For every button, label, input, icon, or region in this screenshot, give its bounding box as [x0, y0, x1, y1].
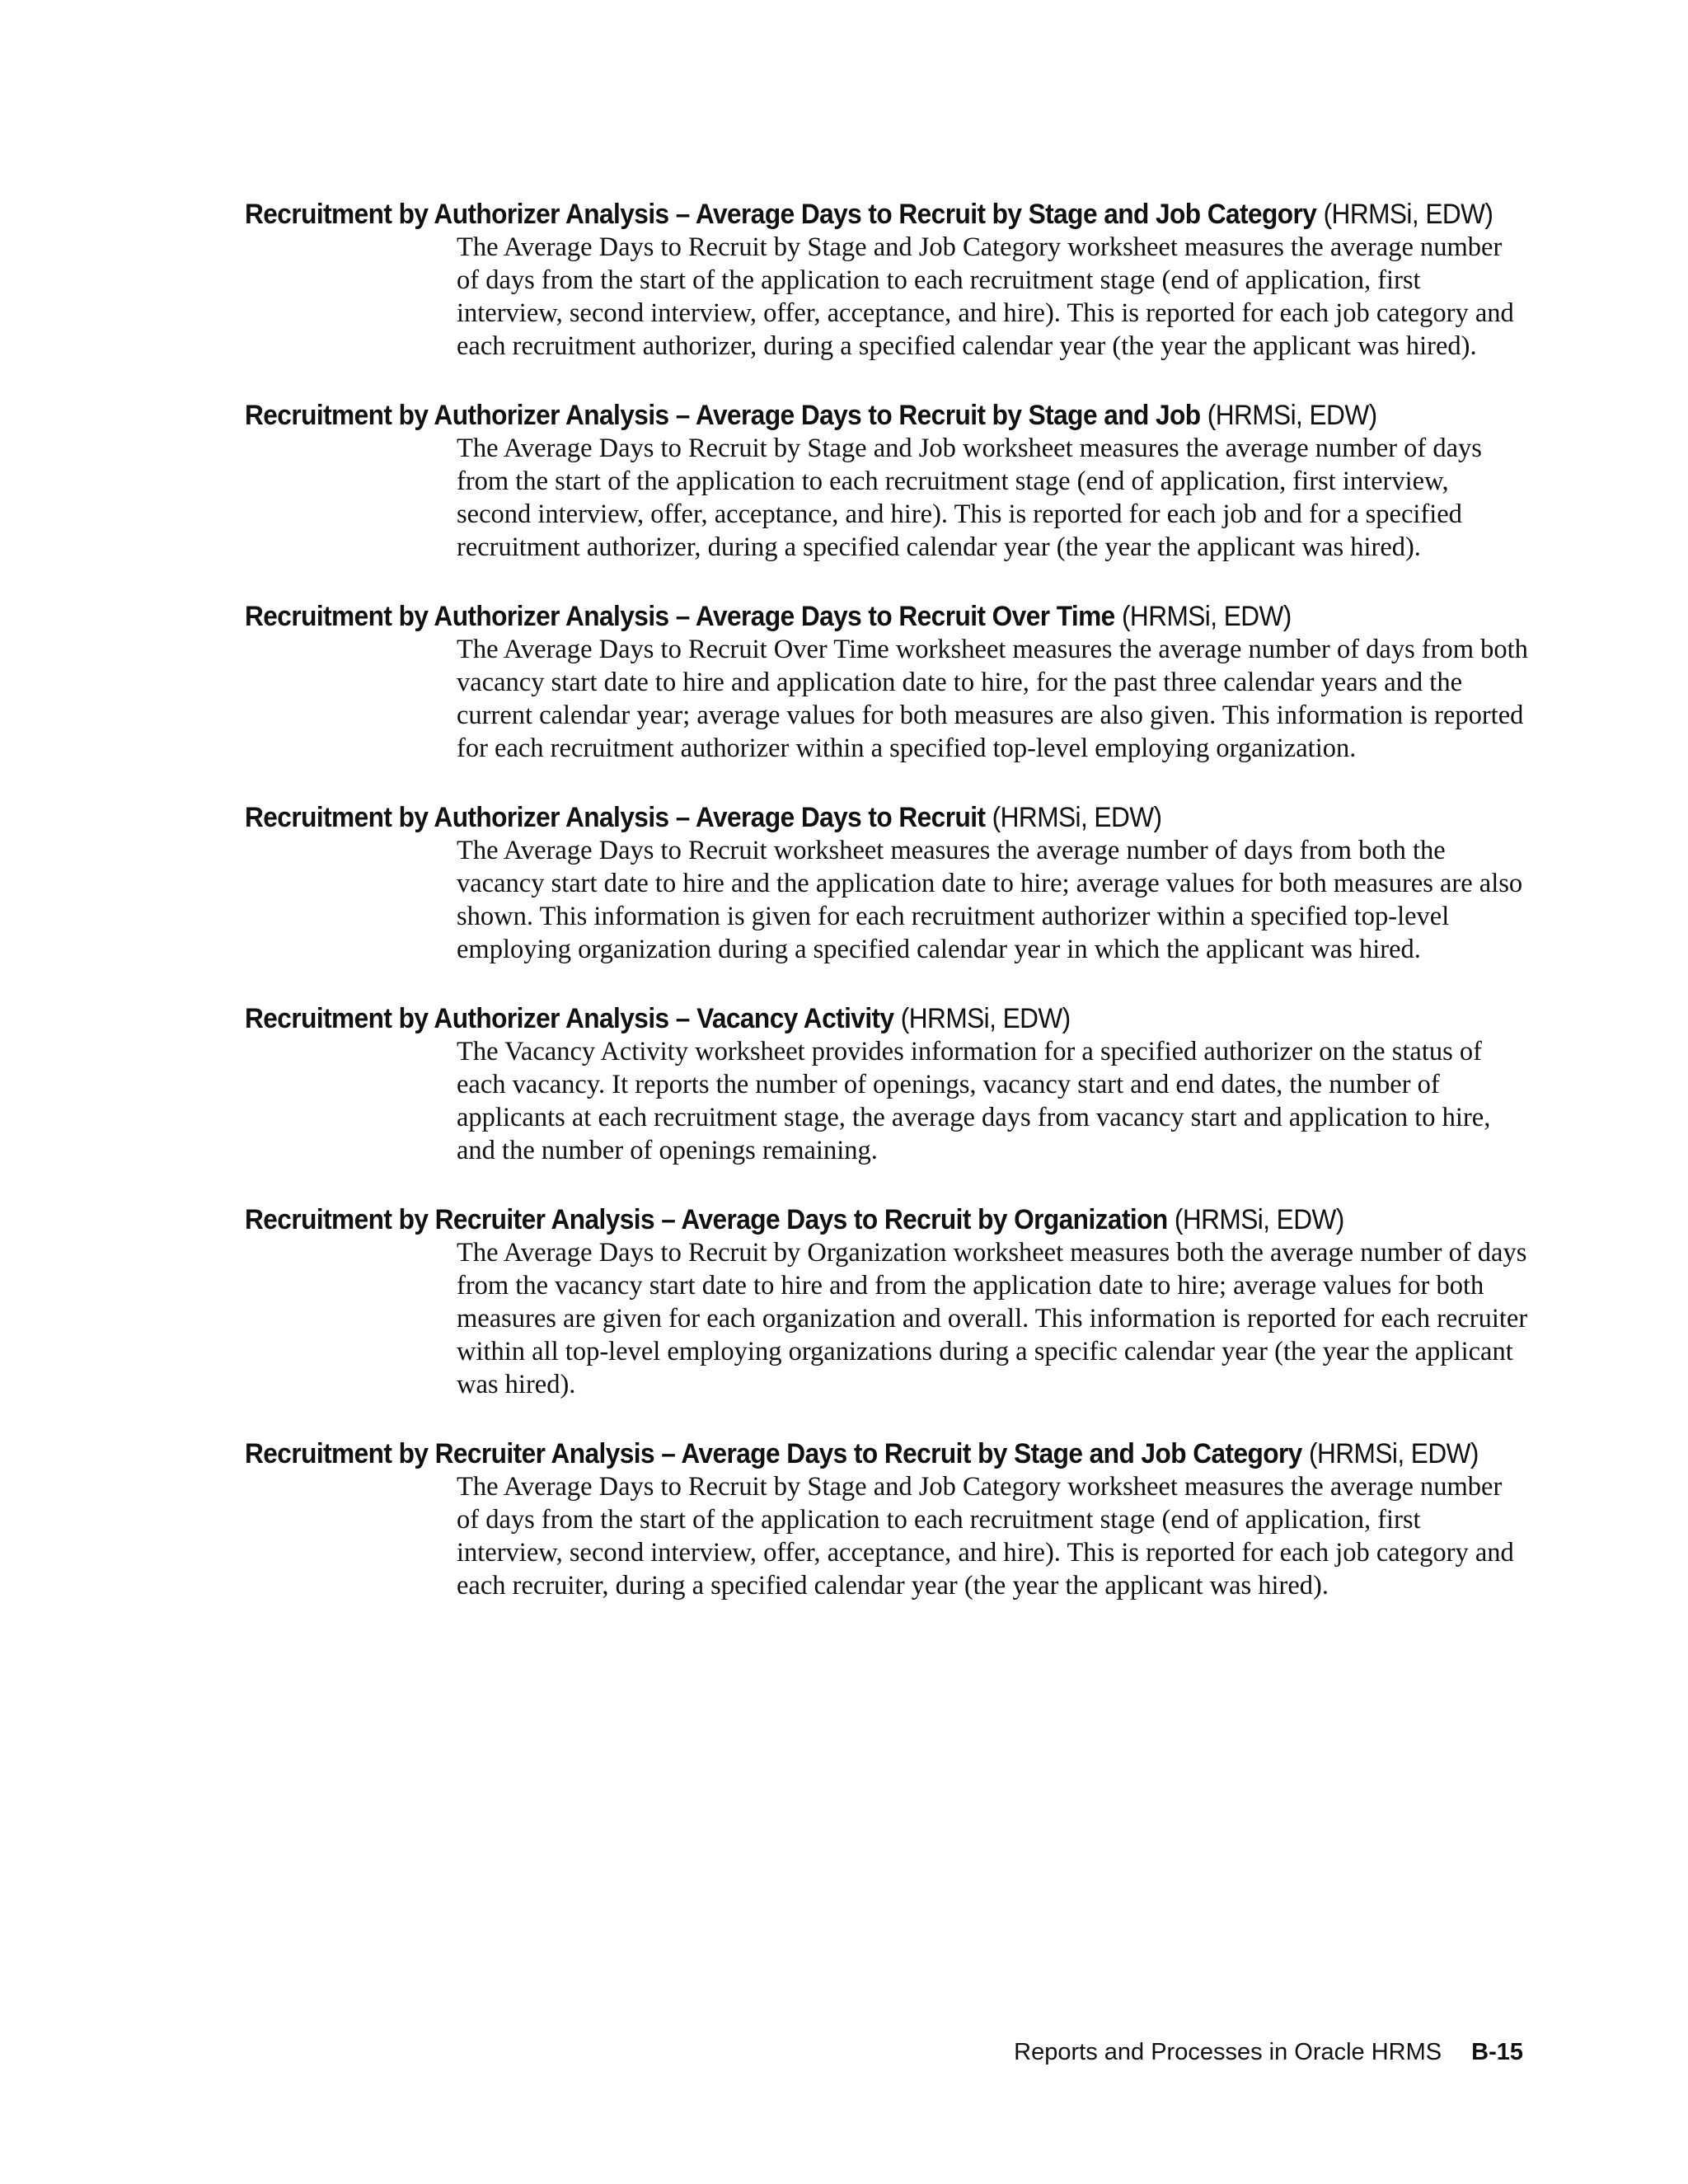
entry-heading — [245, 198, 1493, 231]
entry-heading — [245, 399, 1441, 432]
entry-tag: (HRMSi, EDW) — [1309, 1438, 1479, 1469]
entry-description: The Average Days to Recruit by Stage and Job Category worksheet measures the average number of days from the start of the application to each recruitment stage (end of application, first interview, second interview, offer, acceptance, and hire). This is reported for each job category and each recruiter, during a specified calendar year (the year the applicant was hired). — [457, 1472, 1514, 1601]
entry-heading — [245, 1002, 1441, 1035]
entry-title: Recruitment by Recruiter Analysis – Average Days to Recruit by Organization — [245, 1204, 1168, 1235]
report-entry — [245, 198, 1531, 363]
entry-heading — [245, 1203, 1441, 1236]
entry-description: The Average Days to Recruit worksheet measures the average number of days from both the vacancy start date to hire and the application date to hire; average values for both measures are also shown. This information is given for each recruitment authorizer within a specified top-level employing organization during a specified calendar year in which the applicant was hired. — [457, 836, 1523, 964]
entry-description: The Average Days to Recruit by Stage and Job worksheet measures the average number of days from the start of the application to each recruitment stage (end of application, first interview, second interview, offer, acceptance, and hire). This is reported for each job and for a specified recruitment authorizer, during a specified calendar year (the year the applicant was hired). — [457, 434, 1482, 562]
entry-tag: (HRMSi, EDW) — [900, 1003, 1071, 1034]
entry-title: Recruitment by Authorizer Analysis – Average Days to Recruit by Stage and Job — [245, 400, 1201, 431]
entry-title: Recruitment by Authorizer Analysis – Average Days to Recruit Over Time — [245, 601, 1115, 632]
entry-title: Recruitment by Recruiter Analysis – Average Days to Recruit by Stage and Job Category — [245, 1438, 1302, 1469]
entry-title: Recruitment by Authorizer Analysis – Average Days to Recruit — [245, 802, 986, 833]
report-entry — [245, 801, 1531, 966]
entry-description: The Vacancy Activity worksheet provides information for a specified authorizer on the status of each vacancy. It reports the number of openings, vacancy start and end dates, the number of applicants at each recruitment stage, the average days from vacancy start and application to hire, and the number of openings remaining. — [457, 1037, 1491, 1165]
entry-tag: (HRMSi, EDW) — [992, 802, 1162, 833]
report-entry — [245, 1002, 1531, 1167]
entry-heading — [245, 600, 1441, 633]
entry-title: Recruitment by Authorizer Analysis – Vacancy Activity — [245, 1003, 894, 1034]
report-entry — [245, 1437, 1531, 1602]
report-entry — [245, 600, 1531, 765]
entry-tag: (HRMSi, EDW) — [1323, 199, 1493, 230]
report-entry — [245, 1203, 1531, 1401]
entry-tag: (HRMSi, EDW) — [1207, 400, 1377, 431]
report-entry — [245, 399, 1531, 564]
footer-text: Reports and Processes in Oracle HRMS — [1014, 2039, 1442, 2065]
entry-tag: (HRMSi, EDW) — [1174, 1204, 1344, 1235]
page-footer — [1014, 2036, 1523, 2069]
report-entries — [245, 198, 1531, 1638]
entry-heading — [245, 1437, 1479, 1470]
entry-description: The Average Days to Recruit by Organization worksheet measures both the average number of days from the vacancy start date to hire and from the application date to hire; average values for both measures are given for each organization and overall. This information is reported for each recruiter within all top-level employing organizations during a specific calendar year (the year the applicant was hired). — [457, 1238, 1528, 1399]
page-number: B-15 — [1471, 2039, 1523, 2065]
entry-description: The Average Days to Recruit by Stage and Job Category worksheet measures the average number of days from the start of the application to each recruitment stage (end of application, first interview, second interview, offer, acceptance, and hire). This is reported for each job category and each recruitment authorizer, during a specified calendar year (the year the applicant was hired). — [457, 232, 1514, 361]
entry-heading — [245, 801, 1441, 834]
entry-description: The Average Days to Recruit Over Time worksheet measures the average number of days from both vacancy start date to hire and application date to hire, for the past three calendar years and the current calendar year; average values for both measures are also given. This information is reported for each recruitment authorizer within a specified top-level employing organization. — [457, 635, 1528, 763]
entry-tag: (HRMSi, EDW) — [1121, 601, 1292, 632]
entry-title: Recruitment by Authorizer Analysis – Average Days to Recruit by Stage and Job Category — [245, 199, 1317, 230]
